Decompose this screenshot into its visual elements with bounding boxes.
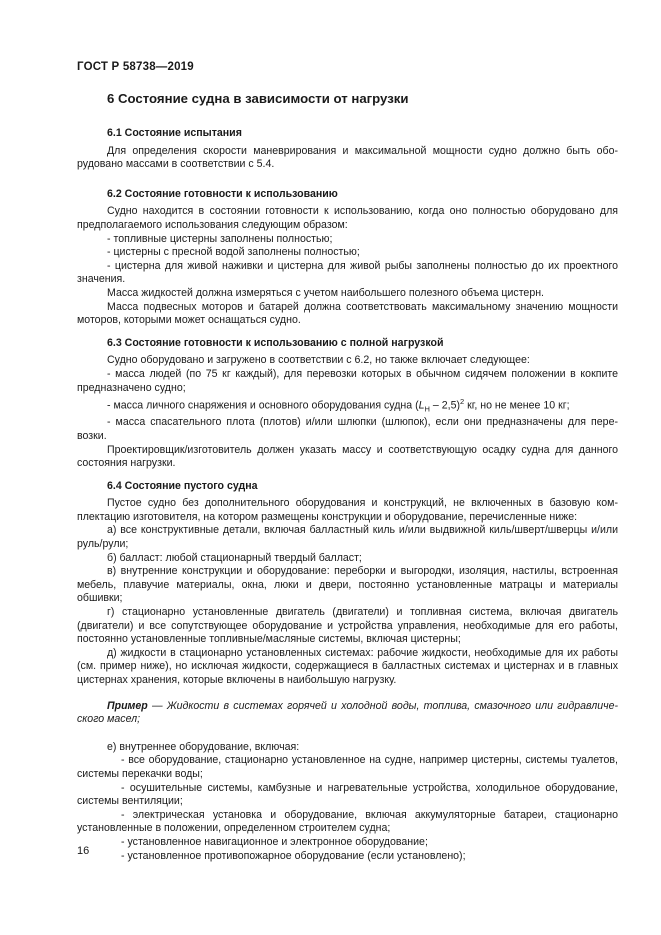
- list-item-formula: [77, 395, 618, 416]
- list-item: - цистерны с пресной водой заполнены полностью;: [107, 246, 360, 259]
- sub-list-item: - осушительные системы, камбузные и нагревательные устройства, холодильное оборудование, системы вентиляции;: [77, 781, 618, 808]
- list-item: - масса спасательного плота (плотов) и/или шлюпки (шлюпок), если они предназначены для перевозки.: [77, 416, 618, 442]
- formula-superscript: 2: [460, 397, 465, 407]
- paragraph: Для определения скорости маневрирования и максимальной мощности судно должно быть оборудовано массами в соответствии с 5.4.: [77, 144, 618, 171]
- paragraph: Проектировщик/изготовитель должен указать массу и соответствующую осадку судна для данного состояния нагрузки.: [77, 443, 618, 470]
- formula-part: - масса личного снаряжения и основного оборудования судна (: [107, 399, 419, 412]
- example-text: — Жидкости в системах горячей и холодной воды, топлива, смазочного или гидравлического масел;: [77, 699, 618, 726]
- sub-list-item: - установленное навигационное и электронное оборудование;: [121, 835, 428, 848]
- formula-part: кг, но не менее 10 кг;: [464, 399, 570, 412]
- page-number: 16: [77, 845, 90, 857]
- subsection-6-3-title: 6.3 Состояние готовности к использованию с полной нагрузкой: [107, 336, 444, 349]
- paragraph: Пустое судно без дополнительного оборудования и конструкций, не включенных в базовую комплектацию изготовителя, на котором размещены конструкции и оборудование, перечисленные ниже:: [77, 497, 618, 523]
- list-item-e: е) внутреннее оборудование, включая:: [107, 740, 300, 753]
- example-label: Пример: [107, 699, 148, 712]
- formula-symbol: L: [418, 399, 425, 412]
- list-item: - топливные цистерны заполнены полностью;: [107, 232, 333, 245]
- paragraph: Масса подвесных моторов и батарей должна соответствовать максимальному значению мощности моторов, которыми может оснащаться судно.: [77, 300, 618, 327]
- list-item-b: б) балласт: любой стационарный твердый балласт;: [107, 551, 362, 564]
- page-content: [77, 91, 618, 863]
- subsection-6-1-title: 6.1 Состояние испытания: [107, 127, 242, 139]
- sub-list-item: - электрическая установка и оборудование, включая аккумуляторные батареи, стационарно установленные в положении, определенном строителем судна;: [77, 808, 618, 835]
- example-note: [77, 700, 618, 727]
- paragraph: Судно оборудовано и загружено в соответствии с 6.2, но также включает следующее:: [107, 354, 530, 367]
- list-item-d: д) жидкости в стационарно установленных системах: рабочие жидкости, необходимые для их работы (см. пример ниже), но исключая жидкости, содержащиеся в балластных системах и цистернах и в главных цистернах хранения, которые включены в наибольшую нагрузку.: [77, 646, 618, 687]
- list-item: - масса людей (по 75 кг каждый), для перевозки которых в обычном сидячем положении в кокпите предназначено судно;: [77, 367, 618, 394]
- paragraph: Масса жидкостей должна измеряться с учетом наибольшего полезного объема цистерн.: [107, 286, 545, 299]
- formula-subscript: H: [424, 404, 430, 414]
- sub-list-item: - все оборудование, стационарно установленное на судне, например цистерны, системы туалетов, системы перекачки воды;: [77, 754, 618, 780]
- formula-part: – 2,5): [429, 399, 461, 412]
- list-item-a: а) все конструктивные детали, включая балластный киль и/или выдвижной киль/шверт/шверцы и/или руль/рули;: [77, 524, 618, 551]
- subsection-6-4-title: 6.4 Состояние пустого судна: [107, 479, 258, 492]
- document-id: ГОСТ Р 58738—2019: [77, 61, 194, 73]
- subsection-6-2-title: 6.2 Состояние готовности к использованию: [107, 187, 338, 200]
- list-item: - цистерна для живой наживки и цистерна для живой рыбы заполнены полностью до их проектного значения.: [77, 259, 618, 286]
- list-item-g: г) стационарно установленные двигатель (двигатели) и топливная система, включая двигатель (двигатели) и все сопутствующее оборудование и устройства управления, необходимые для его работы, постоянно установленные топливные/масляные системы, включая цистерны;: [77, 606, 618, 646]
- section-title: 6 Состояние судна в зависимости от нагрузки: [107, 91, 409, 106]
- paragraph: Судно находится в состоянии готовности к использованию, когда оно полностью оборудовано для предполагаемого использования следующим образом:: [77, 205, 618, 231]
- sub-list-item: - установленное противопожарное оборудование (если установлено);: [121, 849, 466, 862]
- list-item-v: в) внутренние конструкции и оборудование: переборки и выгородки, изоляция, настилы, встроенная мебель, плавучие материалы, окна, люки и двери, постоянно установленные матрацы и материалы обшивки;: [77, 565, 618, 605]
